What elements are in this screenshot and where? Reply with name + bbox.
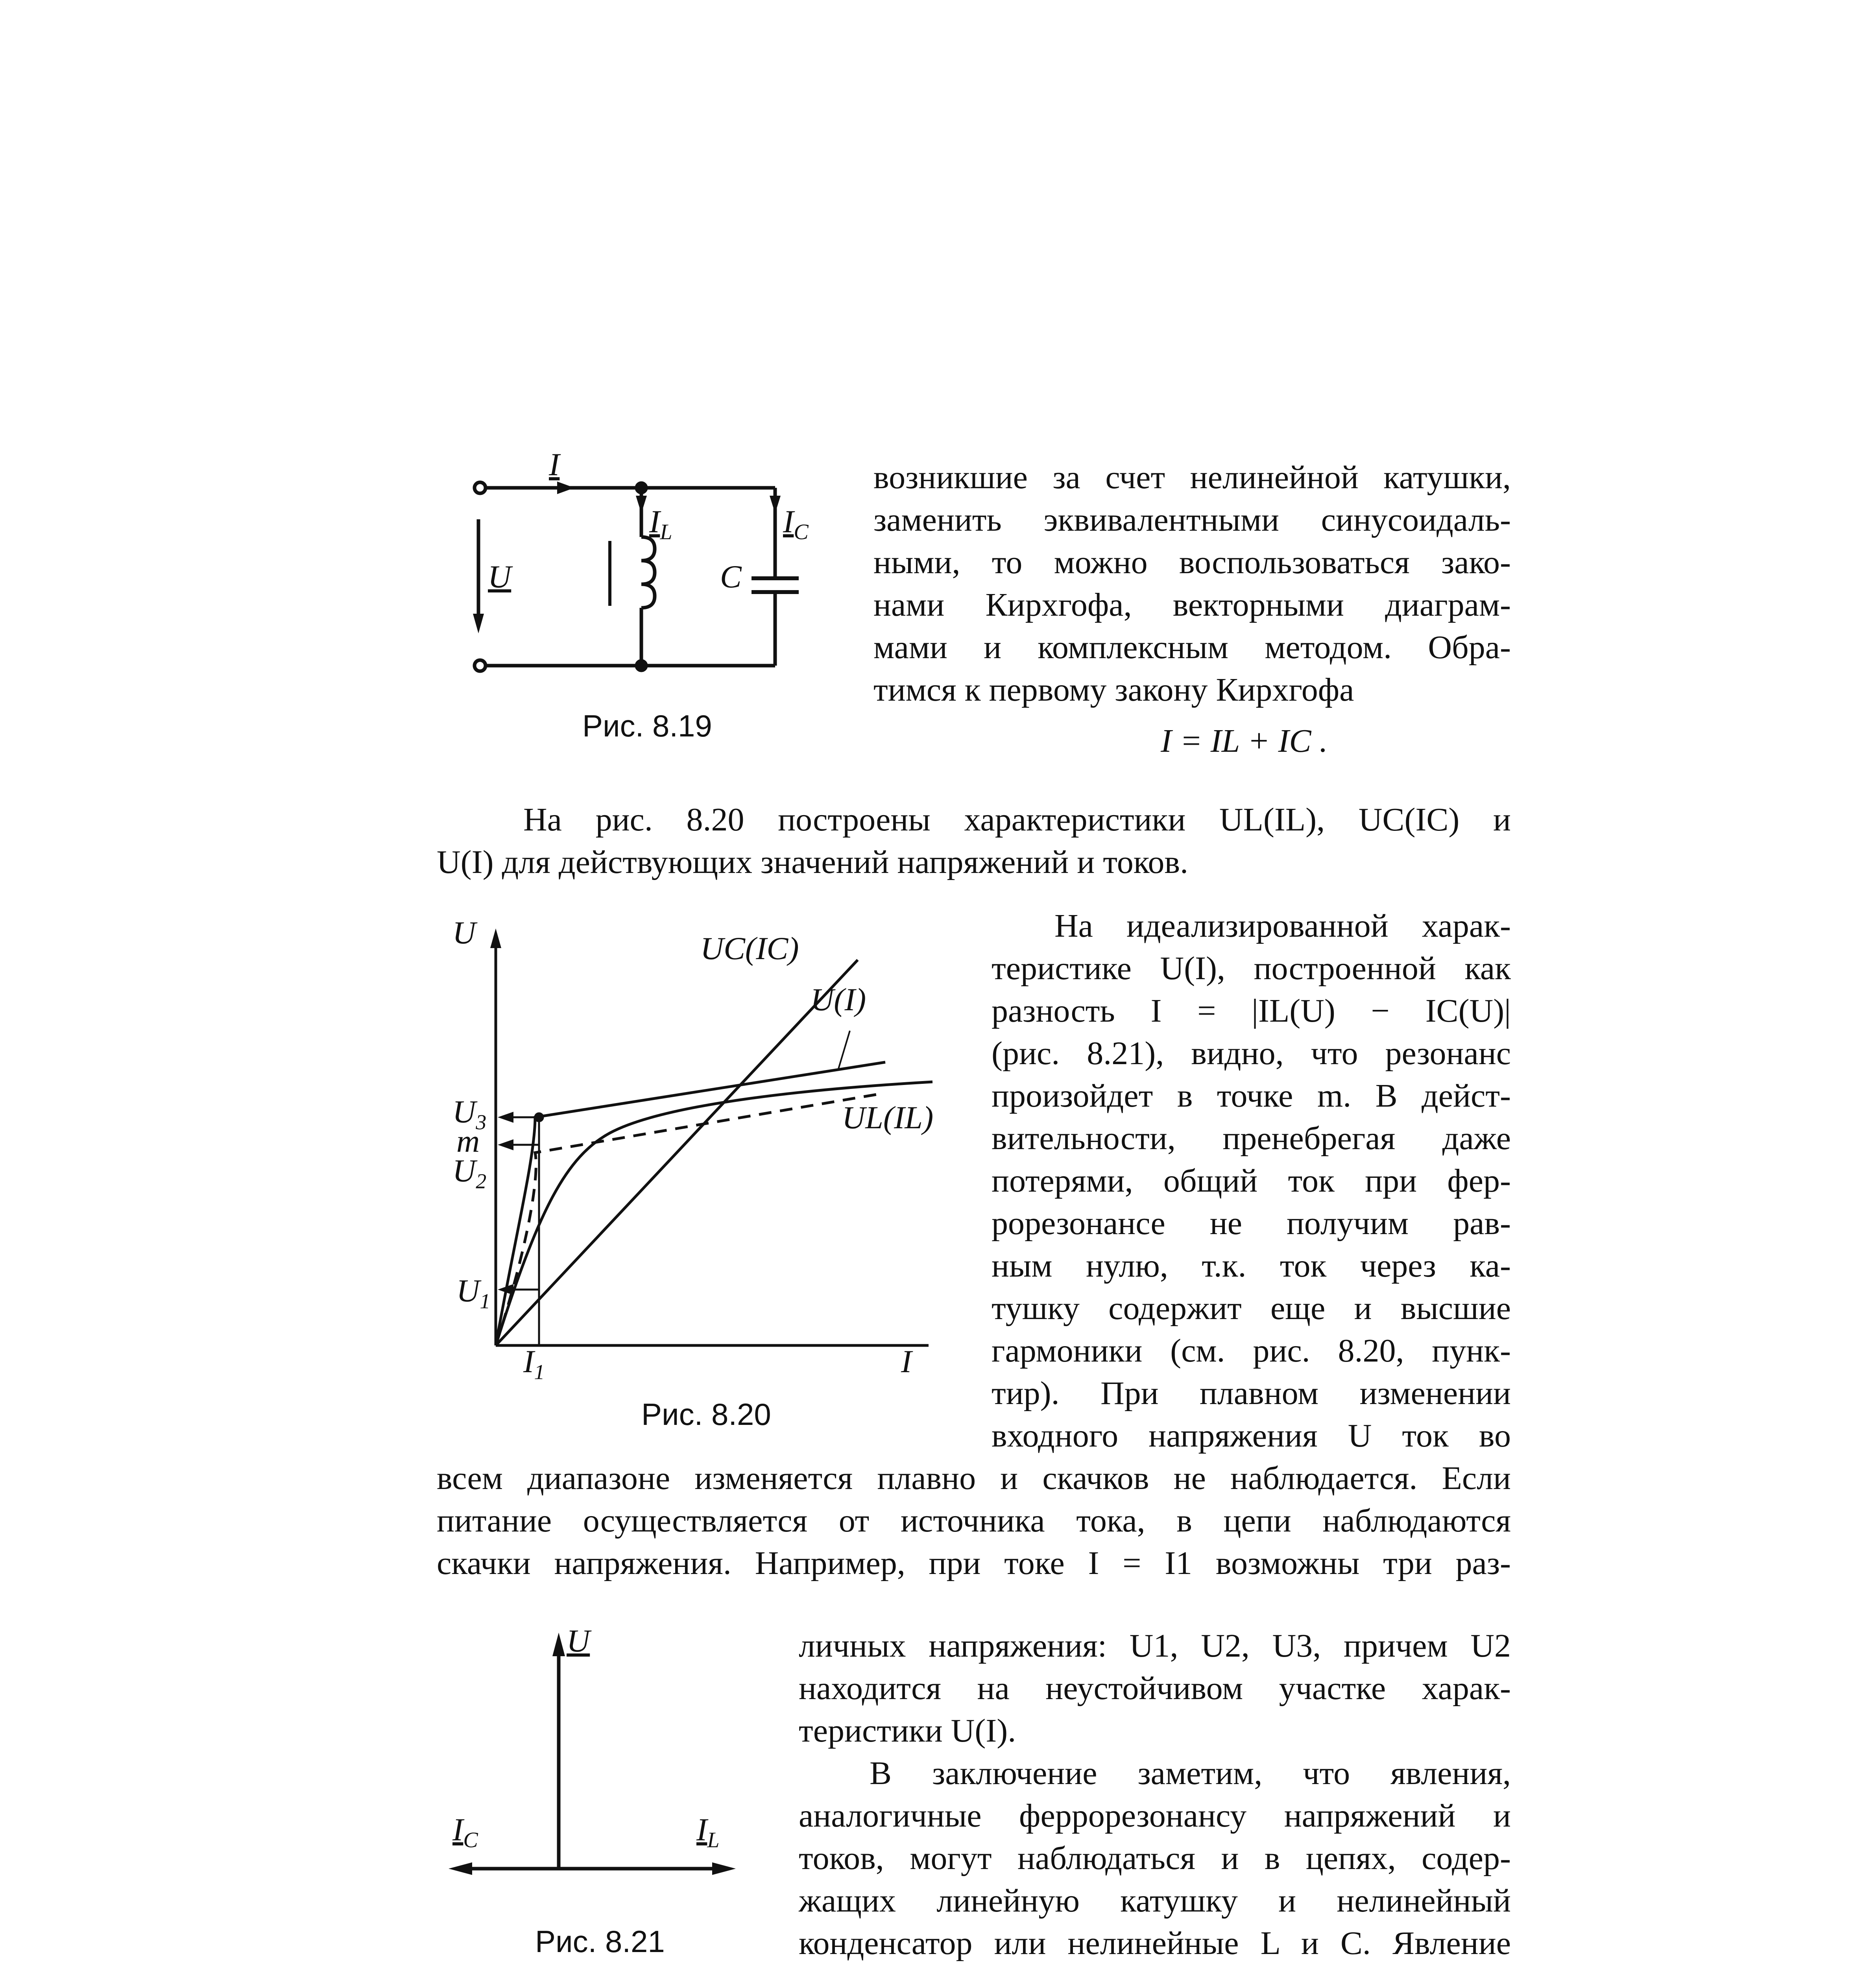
u-i-curve bbox=[496, 1062, 885, 1345]
text-line: конденсатор или нелинейные L и C. Явление bbox=[799, 1925, 1511, 1961]
text-line: На рис. 8.20 построены характеристики UL(IL), UC(IC) и bbox=[523, 801, 1511, 838]
curve-label-u-i: U(I) bbox=[811, 982, 866, 1017]
tick-label-U1: $U_1$ bbox=[456, 1273, 491, 1313]
text-line: U(I) для действующих значений напряжений и токов. bbox=[437, 844, 1189, 880]
text-line: нами Кирхгофа, векторными диаграм- bbox=[873, 587, 1511, 623]
text-line: тир). При плавном изменении bbox=[992, 1375, 1511, 1412]
figure-caption-8-20: Рис. 8.20 bbox=[641, 1397, 771, 1432]
circuit-diagram-fig-8-19 bbox=[464, 456, 818, 677]
axis-label-U: U bbox=[452, 915, 476, 950]
vector-label-U: U bbox=[567, 1623, 590, 1659]
text-line: входного напряжения U ток во bbox=[992, 1417, 1511, 1454]
figure-caption-8-19: Рис. 8.19 bbox=[582, 709, 712, 743]
text-line: гармоники (см. рис. 8.20, пунк- bbox=[992, 1332, 1511, 1369]
dashed-curve bbox=[496, 1094, 881, 1345]
kirchhoff-equation: I = IL + IC . bbox=[1161, 723, 1328, 759]
text-line: В заключение заметим, что явления, bbox=[870, 1755, 1511, 1792]
text-line: аналогичные феррорезонансу напряжений и bbox=[799, 1797, 1511, 1834]
tick-label-I1: $I_1$ bbox=[523, 1343, 545, 1384]
current-label-IL: $I_L$ bbox=[649, 504, 672, 544]
text-line: рорезонансе не получим рав- bbox=[992, 1205, 1511, 1242]
paragraph-6 bbox=[799, 1752, 1511, 1965]
current-label-I: I bbox=[549, 447, 560, 482]
text-line: ными, то можно воспользоваться зако- bbox=[873, 544, 1511, 581]
tick-label-U3: $U_3$ bbox=[452, 1094, 487, 1134]
voltage-label-U: U bbox=[488, 559, 511, 594]
paragraph-3 bbox=[992, 905, 1511, 1457]
paragraph-2 bbox=[437, 799, 1511, 884]
vector-diagram-fig-8-21 bbox=[441, 1617, 755, 1900]
text-line: разность I = |IL(U) − IC(U)| bbox=[992, 993, 1511, 1029]
text-line: мами и комплексным методом. Обра- bbox=[873, 629, 1511, 666]
text-line: возникшие за счет нелинейной катушки, bbox=[873, 459, 1511, 496]
tick-label-m: m bbox=[456, 1123, 480, 1159]
text-line: ным нулю, т.к. ток через ка- bbox=[992, 1247, 1511, 1284]
vector-label-IC: $I_C$ bbox=[452, 1812, 478, 1853]
text-line: жащих линейную катушку и нелинейный bbox=[799, 1882, 1511, 1919]
text-line: питание осуществляется от источника тока, в цепи наблюдаются bbox=[437, 1502, 1511, 1539]
text-line: теристики U(I). bbox=[799, 1712, 1016, 1749]
text-line: личных напряжения: U1, U2, U3, причем U2 bbox=[799, 1627, 1511, 1664]
text-line: находится на неустойчивом участке харак- bbox=[799, 1670, 1511, 1707]
characteristics-chart-fig-8-20 bbox=[441, 913, 952, 1385]
curve-label-uc-ic: UC(IC) bbox=[700, 930, 799, 966]
tick-label-U2: $U_2$ bbox=[452, 1153, 487, 1193]
text-line: На идеализированной харак- bbox=[1054, 908, 1511, 944]
uc-ic-line bbox=[496, 960, 858, 1345]
text-line: произойдет в точке m. В дейст- bbox=[992, 1078, 1511, 1114]
paragraph-1 bbox=[873, 456, 1511, 711]
text-line: (рис. 8.21), видно, что резонанс bbox=[992, 1035, 1511, 1072]
text-line: вительности, пренебрегая даже bbox=[992, 1120, 1511, 1157]
text-line: теристике U(I), построенной как bbox=[992, 950, 1511, 987]
paragraph-5 bbox=[799, 1625, 1511, 1752]
vector-label-IL: $I_L$ bbox=[696, 1812, 720, 1853]
text-line: тимся к первому закону Кирхгофа bbox=[873, 672, 1354, 708]
text-line: заменить эквивалентными синусоидаль- bbox=[873, 502, 1511, 538]
capacitor-label-C: C bbox=[720, 559, 742, 594]
figure-caption-8-21: Рис. 8.21 bbox=[535, 1924, 665, 1959]
axis-label-I: I bbox=[901, 1343, 912, 1379]
paragraph-7 bbox=[437, 1965, 1511, 1967]
text-line: всем диапазоне изменяется плавно и скачков не наблюдается. Если bbox=[437, 1460, 1511, 1496]
text-line bbox=[437, 1965, 1511, 1967]
text-line: потерями, общий ток при фер- bbox=[992, 1162, 1511, 1199]
text-line: токов, могут наблюдаться и в цепях, содер- bbox=[799, 1840, 1511, 1877]
curve-label-ul-il: UL(IL) bbox=[842, 1100, 934, 1135]
text-line: скачки напряжения. Например, при токе I = I1 возможны три раз- bbox=[437, 1545, 1511, 1581]
paragraph-4 bbox=[437, 1457, 1511, 1585]
text-line: тушку содержит еще и высшие bbox=[992, 1290, 1511, 1327]
current-label-IC: $I_C$ bbox=[783, 504, 809, 544]
